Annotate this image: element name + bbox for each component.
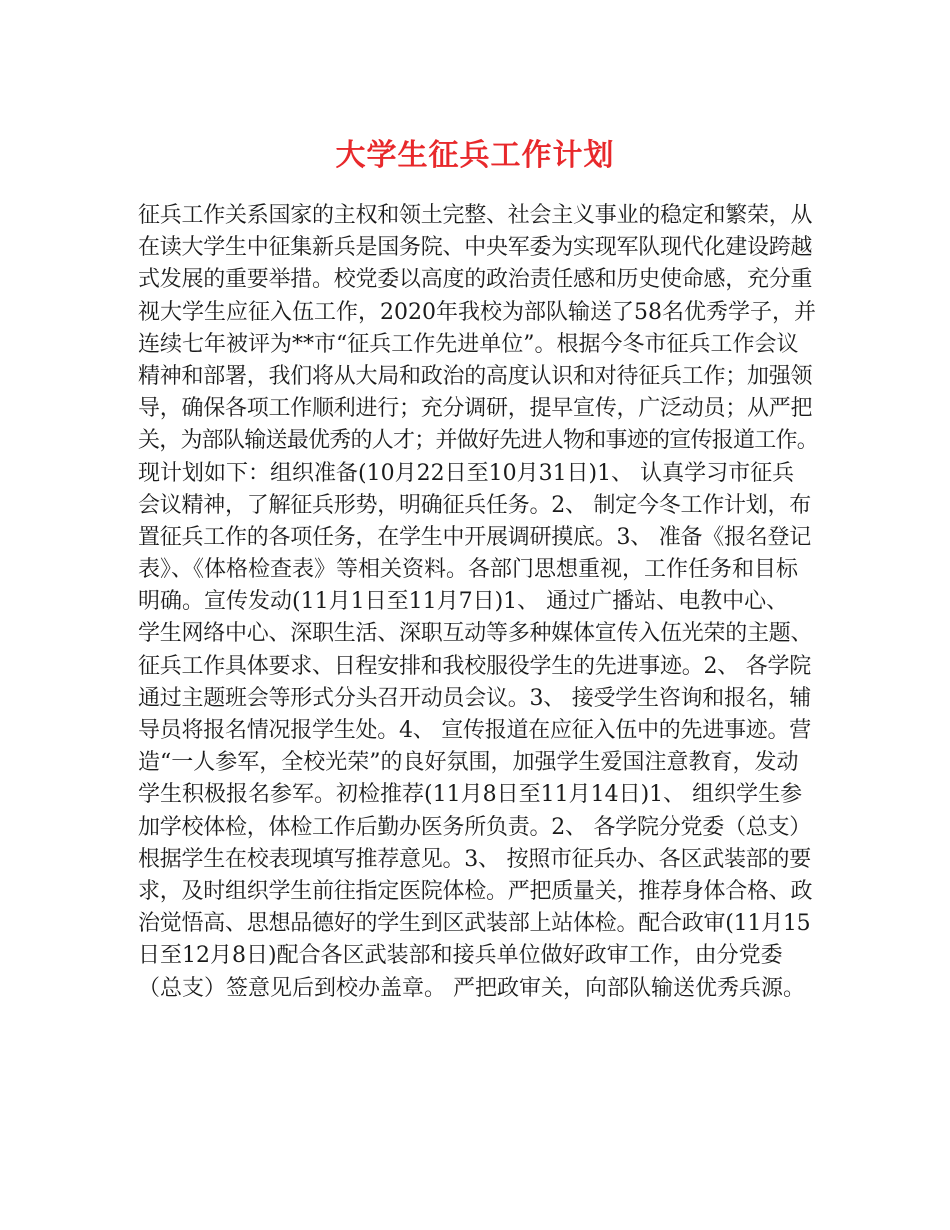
document-title: 大学生征兵工作计划 [335, 138, 615, 173]
document-body [138, 200, 818, 1005]
body-line: 导，确保各项工作顺利进行；充分调研，提早宣传，广泛动员；从严把 [138, 396, 813, 422]
body-line: 学生积极报名参军。初检推荐(11月8日至11月14日)1、 组织学生参 [138, 782, 803, 808]
body-line: 关，为部队输送最优秀的人才；并做好先进人物和事迹的宣传报道工作。 [138, 428, 819, 454]
body-line: 治觉悟高、思想品德好的学生到区武装部上站体检。配合政审(11月15 [138, 911, 811, 937]
body-line: 精神和部署，我们将从大局和政治的高度认识和对待征兵工作；加强领 [138, 363, 813, 389]
body-line: 日至12月8日)配合各区武装部和接兵单位做好政审工作，由分党委 [138, 943, 783, 969]
body-line: 征兵工作关系国家的主权和领土完整、社会主义事业的稳定和繁荣，从 [138, 203, 813, 228]
body-line: 明确。宣传发动(11月1日至11月7日)1、 通过广播站、电教中心、 [138, 589, 789, 615]
body-line: 加学校体检，体检工作后勤办医务所负责。2、 各学院分党委（总支） [138, 814, 811, 840]
body-line: （总支）签意见后到校办盖章。 严把政审关，向部队输送优秀兵源。 [138, 975, 805, 1001]
body-line: 在读大学生中征集新兵是国务院、中央军委为实现军队现代化建设跨越 [138, 235, 813, 261]
body-line: 现计划如下：组织准备(10月22日至10月31日)1、 认真学习市征兵 [138, 460, 795, 486]
body-line: 根据学生在校表现填写推荐意见。3、 按照市征兵办、各区武装部的要 [138, 846, 811, 872]
body-line: 造“一人参军，全校光荣”的良好氛围，加强学生爱国注意教育，发动 [138, 750, 799, 776]
body-line: 置征兵工作的各项任务，在学生中开展调研摸底。3、 准备《报名登记 [138, 524, 811, 550]
body-line: 学生网络中心、深职生活、深职互动等多种媒体宣传入伍光荣的主题、 [138, 621, 813, 647]
body-line: 通过主题班会等形式分头召开动员会议。3、 接受学生咨询和报名，辅 [138, 685, 811, 711]
body-line: 视大学生应征入伍工作，2020年我校为部队输送了58名优秀学子，并 [138, 299, 816, 325]
body-line: 连续七年被评为**市“征兵工作先进单位”。根据今冬市征兵工作会议 [138, 331, 799, 357]
body-line: 征兵工作具体要求、日程安排和我校服役学生的先进事迹。2、 各学院 [138, 653, 811, 679]
body-line: 求，及时组织学生前往指定医院体检。严把质量关，推荐身体合格、政 [138, 878, 813, 904]
body-line: 导员将报名情况报学生处。4、 宣传报道在应征入伍中的先进事迹。营 [138, 718, 811, 743]
body-line: 会议精神，了解征兵形势，明确征兵任务。2、 制定今冬工作计划，布 [138, 492, 811, 518]
body-line: 式发展的重要举措。校党委以高度的政治责任感和历史使命感，充分重 [138, 267, 813, 293]
body-line: 表》、《体格检查表》等相关资料。各部门思想重视，工作任务和目标 [138, 557, 799, 583]
